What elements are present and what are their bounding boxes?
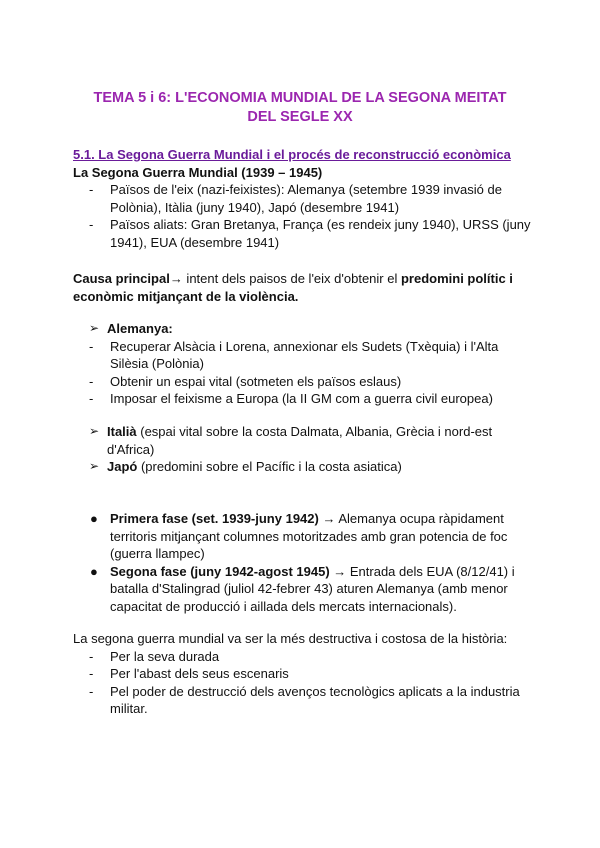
- list-item-text: Obtenir un espai vital (sotmeten els països eslaus): [110, 373, 402, 389]
- list-item-text: Països aliats: Gran Bretanya, França (es rendeix juny 1940), URSS (juny 1941), EUA (desembre 1941): [110, 217, 531, 250]
- list-item-text: Pel poder de destrucció dels avenços tecnològics aplicats a la industria militar.: [110, 683, 520, 716]
- list-item: [73, 216, 533, 251]
- section-heading[interactable]: 5.1. La Segona Guerra Mundial i el procés de reconstrucció econòmica: [73, 147, 511, 162]
- dash-marker: -: [89, 373, 94, 389]
- germany-header: [73, 320, 533, 338]
- dash-marker: -: [89, 338, 94, 354]
- arrow-marker-icon: ➢: [89, 424, 100, 438]
- destruction-list: [73, 648, 533, 718]
- phase-text: → Entrada dels EUA (8/12/41) i batalla d'Stalingrad (juliol 42-febrer 43) aturen Alemanya (amb menor capacitat de producció i aillada dels mercats internacionals).: [110, 563, 515, 614]
- japan-text: (predomini sobre el Pacífic i la costa asiatica): [137, 459, 402, 474]
- list-item-text: Països de l'eix (nazi-feixistes): Alemanya (setembre 1939 invasió de Polònia), Itàlia (juny 1940), Japó (desembre 1941): [110, 182, 502, 215]
- phase-label: Segona fase (juny 1942-agost 1945): [110, 563, 330, 579]
- section-block: [73, 146, 533, 251]
- list-item: [73, 648, 533, 666]
- destruction-block: [73, 630, 533, 718]
- sides-list: [73, 181, 533, 251]
- italy-item: [73, 423, 533, 458]
- list-item: [73, 683, 533, 718]
- bullet-marker: ●: [90, 563, 98, 579]
- list-item: [73, 563, 533, 616]
- japan-item: [73, 458, 533, 476]
- italy-japan-list: [73, 423, 533, 476]
- list-item-text: Recuperar Alsàcia i Lorena, annexionar els Sudets (Txèquia) i l'Alta Silèsia (Polònia): [110, 338, 499, 371]
- cause-bold: predomini polític i econòmic mitjançant de la violència.: [73, 271, 513, 304]
- cause-arrow: →: [169, 271, 183, 286]
- phases-block: [73, 510, 533, 615]
- dash-marker: -: [89, 648, 94, 664]
- list-item: [73, 181, 533, 216]
- list-item-text: Per l'abast dels seus escenaris: [110, 666, 289, 681]
- germany-list: [73, 338, 533, 408]
- arrow-marker-icon: ➢: [89, 321, 100, 335]
- dash-marker: -: [89, 683, 94, 699]
- germany-block: [73, 320, 533, 408]
- cause-text: intent dels paisos de l'eix d'obtenir el: [182, 271, 401, 286]
- japan-label: Japó: [107, 459, 138, 474]
- title-line-1: TEMA 5 i 6: L'ECONOMIA MUNDIAL DE LA SEGONA MEITAT: [93, 90, 507, 106]
- phases-list: [73, 510, 533, 615]
- cause-label: Causa principal: [73, 271, 170, 286]
- phase-text: → Alemanya ocupa ràpidament territoris mitjançant columnes motoritzades amb gran potencia de foc (guerra llampec): [110, 511, 508, 561]
- list-item-text: Imposar el feixisme a Europa (la II GM com a guerra civil europea): [110, 391, 493, 406]
- list-item: [73, 338, 533, 373]
- list-item: [73, 373, 533, 391]
- bullet-marker: ●: [90, 511, 98, 526]
- dash-marker: -: [89, 391, 94, 406]
- title-line-2: DEL SEGLE XX: [247, 109, 353, 125]
- list-item: [73, 665, 533, 683]
- list-item-text: Per la seva durada: [110, 648, 220, 664]
- arrow-marker-icon: ➢: [89, 459, 100, 473]
- italy-japan-block: [73, 423, 533, 476]
- germany-header-list: [73, 320, 533, 338]
- cause-paragraph: [73, 270, 533, 305]
- phase-label: Primera fase (set. 1939-juny 1942): [110, 511, 319, 526]
- italy-text: (espai vital sobre la costa Dalmata, Albania, Grècia i nord-est d'Africa): [107, 424, 493, 457]
- dash-marker: -: [89, 182, 94, 197]
- germany-label: Alemanya:: [107, 321, 173, 336]
- dash-marker: -: [89, 666, 94, 681]
- list-item: [73, 390, 533, 408]
- italy-label: Italià: [107, 424, 137, 439]
- dash-marker: -: [89, 217, 94, 232]
- destruction-intro: La segona guerra mundial va ser la més destructiva i costosa de la història:: [73, 631, 508, 646]
- page-title: [60, 89, 540, 127]
- list-item: [73, 510, 533, 563]
- section-subheading: La Segona Guerra Mundial (1939 – 1945): [73, 164, 323, 180]
